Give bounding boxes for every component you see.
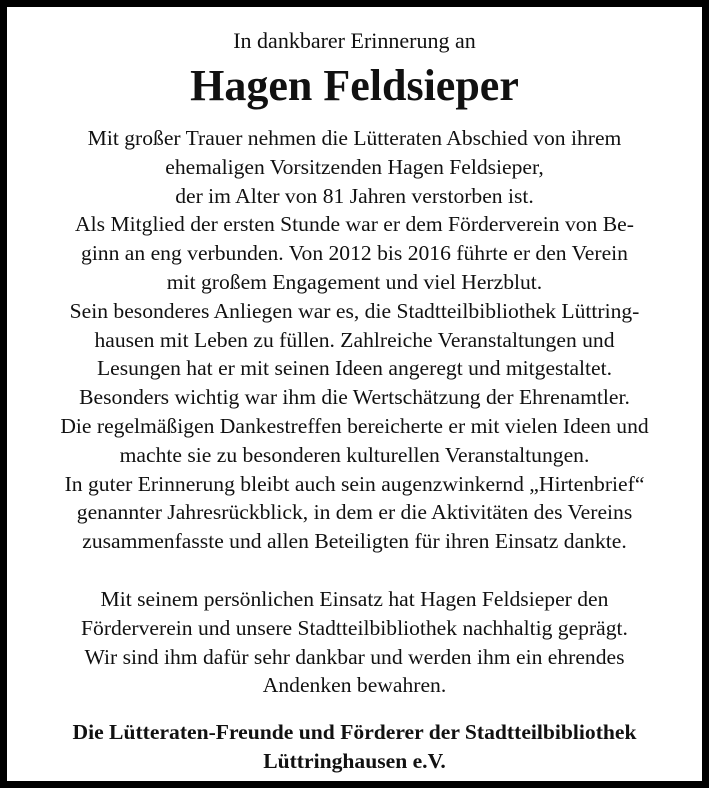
- intro-line: In dankbarer Erinnerung an: [233, 28, 476, 53]
- deceased-name: Hagen Feldsieper: [190, 61, 519, 110]
- tribute-line: Als Mitglied der ersten Stunde war er dem Förderverein von Be-: [75, 212, 634, 237]
- signature: [17, 718, 692, 776]
- signature-line: Lüttringhausen e.V.: [263, 748, 446, 773]
- tribute-line: Besonders wichtig war ihm die Wertschätzung der Ehrenamtler.: [79, 385, 630, 410]
- tribute-line: hausen mit Leben zu füllen. Zahlreiche Veranstaltungen und: [94, 327, 615, 352]
- tribute-line: ginn an eng verbunden. Von 2012 bis 2016 führte er den Verein: [81, 241, 628, 266]
- tribute-line: Lesungen hat er mit seinen Ideen angeregt und mitgestaltet.: [96, 356, 613, 381]
- tribute-line: In guter Erinnerung bleibt auch sein augenzwinkernd „Hirtenbrief“: [64, 471, 645, 496]
- tribute-line: ehemaligen Vorsitzenden Hagen Feldsieper,: [165, 154, 544, 179]
- closing-line: Andenken bewahren.: [262, 673, 447, 698]
- tribute-line: genannter Jahresrückblick, in dem er die Aktivitäten des Vereins: [76, 500, 633, 525]
- tribute-line: zusammenfasste und allen Beteiligten für ihren Einsatz dankte.: [82, 529, 627, 554]
- signature-line: Die Lütteraten-Freunde und Förderer der Stadtteilbibliothek: [72, 720, 637, 744]
- closing-line: Mit seinem persönlichen Einsatz hat Hagen Feldsieper den: [100, 587, 609, 611]
- closing-line: Wir sind ihm dafür sehr dankbar und werden ihm ein ehrendes: [84, 644, 625, 669]
- closing-paragraph: [17, 585, 692, 700]
- tribute-line: machte sie zu besonderen kulturellen Veranstaltungen.: [119, 442, 590, 467]
- tribute-line: mit großem Engagement und viel Herzblut.: [166, 269, 543, 294]
- tribute-line: Die regelmäßigen Dankestreffen bereicherte er mit vielen Ideen und: [60, 413, 649, 438]
- tribute-text: [17, 124, 692, 556]
- tribute-line: Mit großer Trauer nehmen die Lütteraten Abschied von ihrem: [87, 126, 622, 150]
- tribute-line: der im Alter von 81 Jahren verstorben ist.: [175, 183, 534, 208]
- tribute-line: Sein besonderes Anliegen war es, die Stadtteilbibliothek Lüttring-: [69, 298, 640, 323]
- closing-line: Förderverein und unsere Stadtteilbibliothek nachhaltig geprägt.: [81, 615, 628, 640]
